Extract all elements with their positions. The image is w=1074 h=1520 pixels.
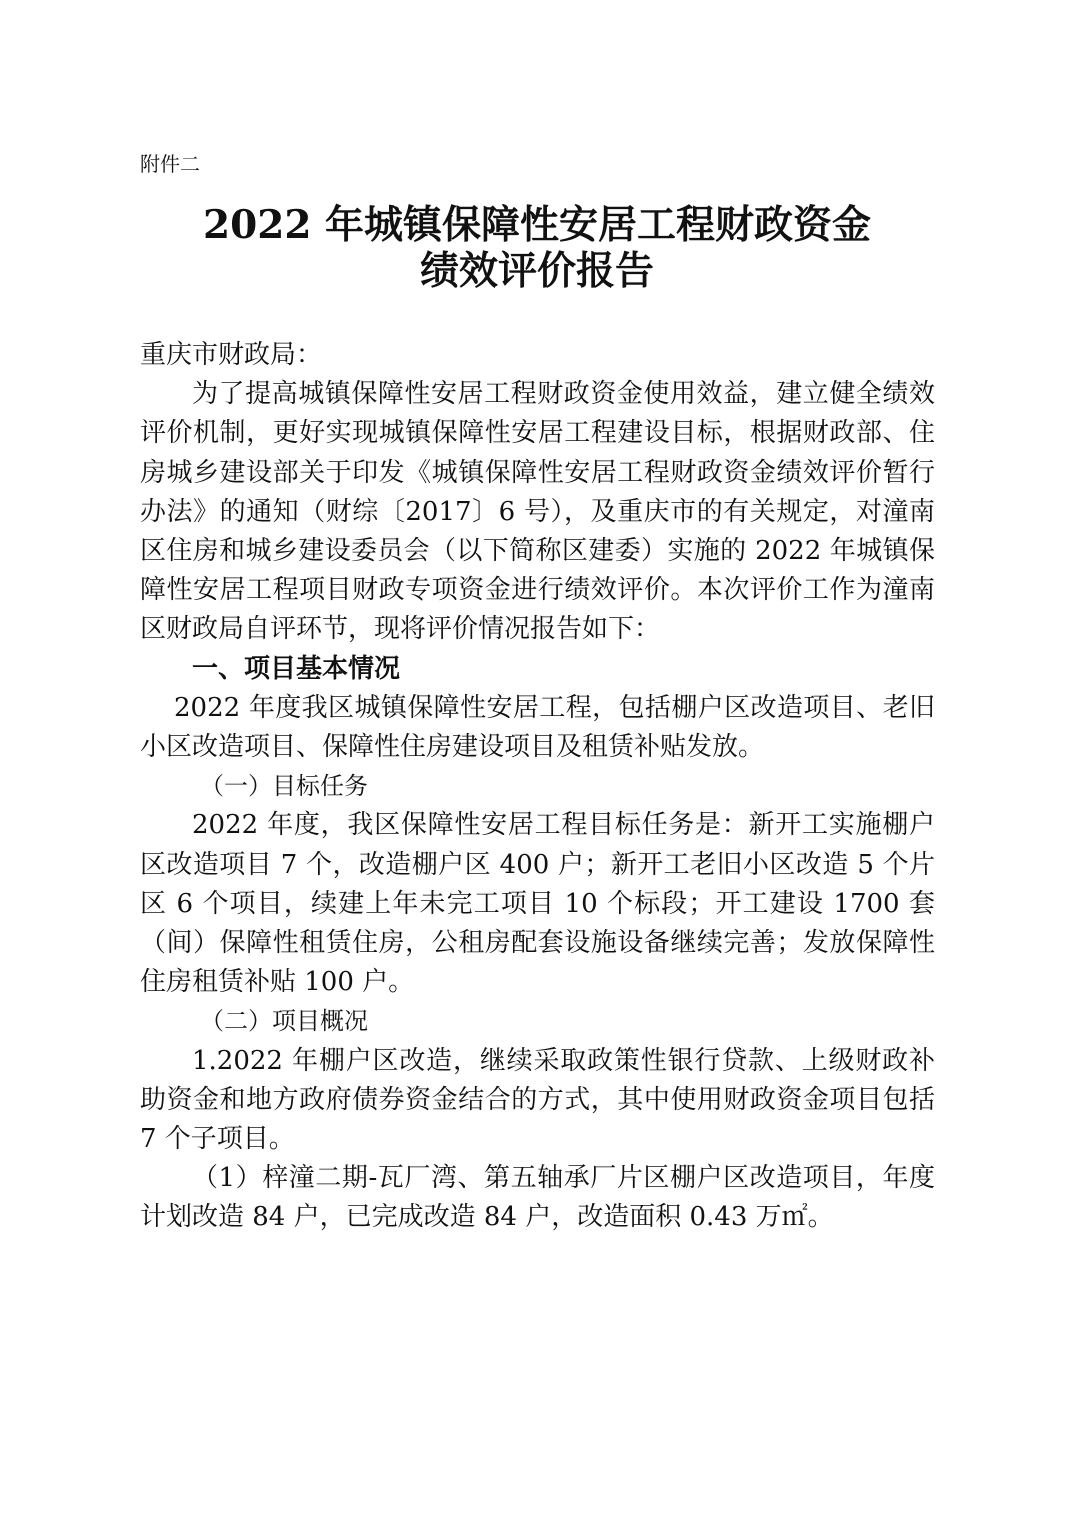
subsection-heading-overview: （二）项目概况	[200, 1007, 368, 1036]
overview-item-1-1: （1）梓潼二期-瓦厂湾、第五轴承厂片区棚户区改造项目，年度计划改造 84 户，已完成改造 84 户，改造面积 0.43 万㎡。	[140, 1163, 935, 1233]
attachment-label: 附件二	[140, 152, 200, 176]
salutation: 重庆市财政局：	[140, 340, 323, 370]
document-body	[140, 336, 935, 1238]
section-basic-info-text: 2022 年度我区城镇保障性安居工程，包括棚户区改造项目、老旧小区改造项目、保障性住房建设项目及租赁补贴发放。	[140, 692, 935, 763]
title-line-2: 绩效评价报告	[419, 248, 654, 294]
subsection-targets-text: 2022 年度，我区保障性安居工程目标任务是：新开工实施棚户区改造项目 7 个，改造棚户区 400 户；新开工老旧小区改造 5 个片区 6 个项目，续建上年未完工项目 10 个标段；开工建设 1700 套（间）保障性租赁住房，公租房配套设施设备继续完善；发放保障性住房租赁补贴 100 户。	[140, 810, 935, 998]
overview-item-1: 1.2022 年棚户区改造，继续采取政策性银行贷款、上级财政补助资金和地方政府债券资金结合的方式，其中使用财政资金项目包括 7 个子项目。	[140, 1045, 935, 1155]
intro-paragraph: 为了提高城镇保障性安居工程财政资金使用效益，建立健全绩效评价机制，更好实现城镇保障性安居工程建设目标，根据财政部、住房城乡建设部关于印发《城镇保障性安居工程财政资金绩效评价暂行办法》的通知（财综〔2017〕6 号），及重庆市的有关规定，对潼南区住房和城乡建设委员会（以下简称区建委）实施的 2022 年城镇保障性安居工程项目财政专项资金进行绩效评价。本次评价工作为潼南区财政局自评环节，现将评价情况报告如下：	[140, 379, 935, 645]
title-line-1: 2022 年城镇保障性安居工程财政资金	[202, 202, 872, 248]
document-title	[0, 202, 1074, 294]
subsection-heading-targets: （一）目标任务	[200, 772, 368, 801]
section-heading-basic-info: 一、项目基本情况	[192, 653, 401, 684]
